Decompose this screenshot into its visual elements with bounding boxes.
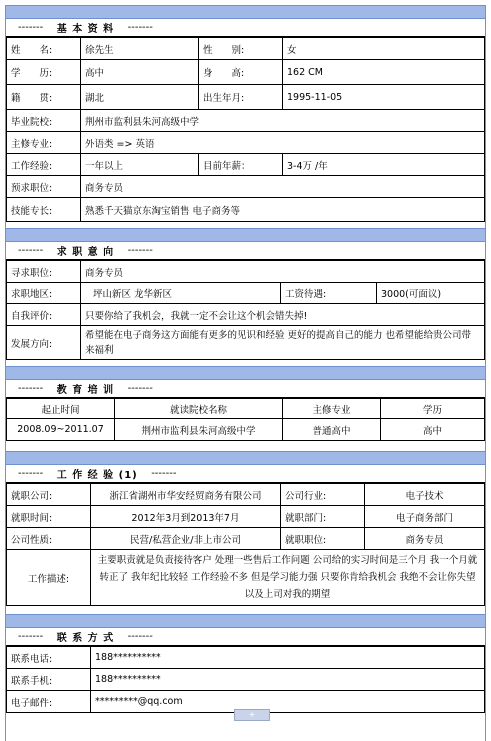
section-bar [6, 5, 485, 19]
table-row [7, 326, 485, 360]
table-row [7, 528, 485, 550]
column-header: 主修专业 [283, 399, 381, 419]
value: 坪山新区 龙华新区 [81, 283, 281, 304]
label: 身 高: [199, 60, 283, 85]
title-dash: ------- [151, 468, 177, 479]
value: 只要你给了我机会，我就一定不会让这个机会错失掉! [81, 304, 485, 326]
table-row [7, 154, 485, 176]
label: 联系电话: [7, 647, 91, 669]
value: 高中 [81, 60, 199, 85]
title-dash: ------- [18, 468, 44, 479]
value: 外语类 => 英语 [81, 132, 485, 154]
table-row [7, 550, 485, 606]
section-title-basic [6, 19, 485, 37]
table-row [7, 647, 485, 669]
title-dash: ------- [18, 383, 44, 394]
basic-info-table [6, 37, 485, 222]
value: 3-4万 /年 [283, 154, 485, 176]
table-row [7, 669, 485, 691]
label: 联系手机: [7, 669, 91, 691]
table-row [7, 85, 485, 110]
section-title-text: 联 系 方 式 [56, 633, 115, 644]
title-dash: ------- [127, 22, 153, 33]
value: 商务专员 [365, 528, 485, 550]
column-header: 就读院校名称 [115, 399, 283, 419]
section-title-text: 基 本 资 料 [56, 24, 115, 35]
label: 工作描述: [7, 550, 91, 606]
cell: 2008.09~2011.07 [7, 419, 115, 441]
label: 技能专长: [7, 198, 81, 222]
table-row [7, 38, 485, 60]
cell: 高中 [381, 419, 485, 441]
page-footer [6, 701, 485, 741]
education-table [6, 398, 485, 441]
title-dash: ------- [127, 245, 153, 256]
value: 熟悉千天猫京东淘宝销售 电子商务等 [81, 198, 485, 222]
label: 就职职位: [281, 528, 365, 550]
label: 目前年薪： [199, 154, 283, 176]
title-dash: ------- [18, 245, 44, 256]
table-row [7, 198, 485, 222]
title-dash: ------- [18, 631, 44, 642]
section-title-text: 教 育 培 训 [56, 385, 115, 396]
label: 公司行业: [281, 484, 365, 506]
section-title-contact [6, 628, 485, 646]
section-bar [6, 366, 485, 380]
value: 188********** [91, 647, 485, 669]
value: 162 CM [283, 60, 485, 85]
value: 3000(可面议) [377, 283, 485, 304]
cell: 普通高中 [283, 419, 381, 441]
label: 姓 名: [7, 38, 81, 60]
table-row [7, 60, 485, 85]
value: 1995-11-05 [283, 85, 485, 110]
label: 发展方向: [7, 326, 81, 360]
label: 公司性质: [7, 528, 91, 550]
label: 就职公司: [7, 484, 91, 506]
expand-icon[interactable]: + [234, 709, 270, 721]
table-header-row [7, 399, 485, 419]
value: 商务专员 [81, 261, 485, 283]
table-row [7, 110, 485, 132]
table-row [7, 484, 485, 506]
label: 自我评价: [7, 304, 81, 326]
column-header: 起止时间 [7, 399, 115, 419]
value: 电子商务部门 [365, 506, 485, 528]
label: 求职地区: [7, 283, 81, 304]
work-experience-table [6, 483, 485, 606]
table-row [7, 176, 485, 198]
section-bar [6, 614, 485, 628]
label: 主修专业: [7, 132, 81, 154]
label: 毕业院校: [7, 110, 81, 132]
value: 荆州市监利县朱河高级中学 [81, 110, 485, 132]
title-dash: ------- [18, 22, 44, 33]
label: 学 历: [7, 60, 81, 85]
table-row [7, 506, 485, 528]
value: 2012年3月到2013年7月 [91, 506, 281, 528]
value: 电子技术 [365, 484, 485, 506]
resume-page [5, 5, 486, 741]
value: 商务专员 [81, 176, 485, 198]
value: 主要职责就是负责接待客户 处理一些售后工作问题 公司给的实习时间是三个月 我一个月就转正了 我年纪比较轻 工作经验不多 但是学习能力强 只要你肯给我机会 我绝不会让你失望 以及上司对我的期望 [91, 550, 485, 606]
table-row [7, 283, 485, 304]
section-title-text: 求 职 意 向 [56, 247, 115, 258]
cell: 荆州市监利县朱河高级中学 [115, 419, 283, 441]
label: 电子邮件: [7, 691, 91, 713]
section-title-text: 工 作 经 验 (1) [56, 470, 138, 481]
title-dash: ------- [127, 631, 153, 642]
section-bar [6, 228, 485, 242]
value: 浙江省湖州市华安经贸商务有限公司 [91, 484, 281, 506]
label: 预求职位: [7, 176, 81, 198]
value: 希望能在电子商务这方面能有更多的见识和经验 更好的提高自己的能力 也希望能给贵公司带来福利 [81, 326, 485, 360]
label: 出生年月: [199, 85, 283, 110]
value: 湖北 [81, 85, 199, 110]
table-row [7, 261, 485, 283]
value: *********@qq.com [91, 691, 485, 713]
section-bar [6, 451, 485, 465]
column-header: 学历 [381, 399, 485, 419]
value: 一年以上 [81, 154, 199, 176]
table-row [7, 132, 485, 154]
table-row [7, 304, 485, 326]
label: 工作经验: [7, 154, 81, 176]
label: 就职部门: [281, 506, 365, 528]
label: 工资待遇: [281, 283, 377, 304]
section-title-edu [6, 380, 485, 398]
value: 188********** [91, 669, 485, 691]
label: 性 别: [199, 38, 283, 60]
table-row [7, 419, 485, 441]
value: 徐先生 [81, 38, 199, 60]
value: 女 [283, 38, 485, 60]
value: 民营/私营企业/非上市公司 [91, 528, 281, 550]
job-intent-table [6, 260, 485, 360]
label: 籍 贯: [7, 85, 81, 110]
section-title-job [6, 242, 485, 260]
label: 寻求职位: [7, 261, 81, 283]
section-title-work [6, 465, 485, 483]
label: 就职时间: [7, 506, 91, 528]
title-dash: ------- [127, 383, 153, 394]
